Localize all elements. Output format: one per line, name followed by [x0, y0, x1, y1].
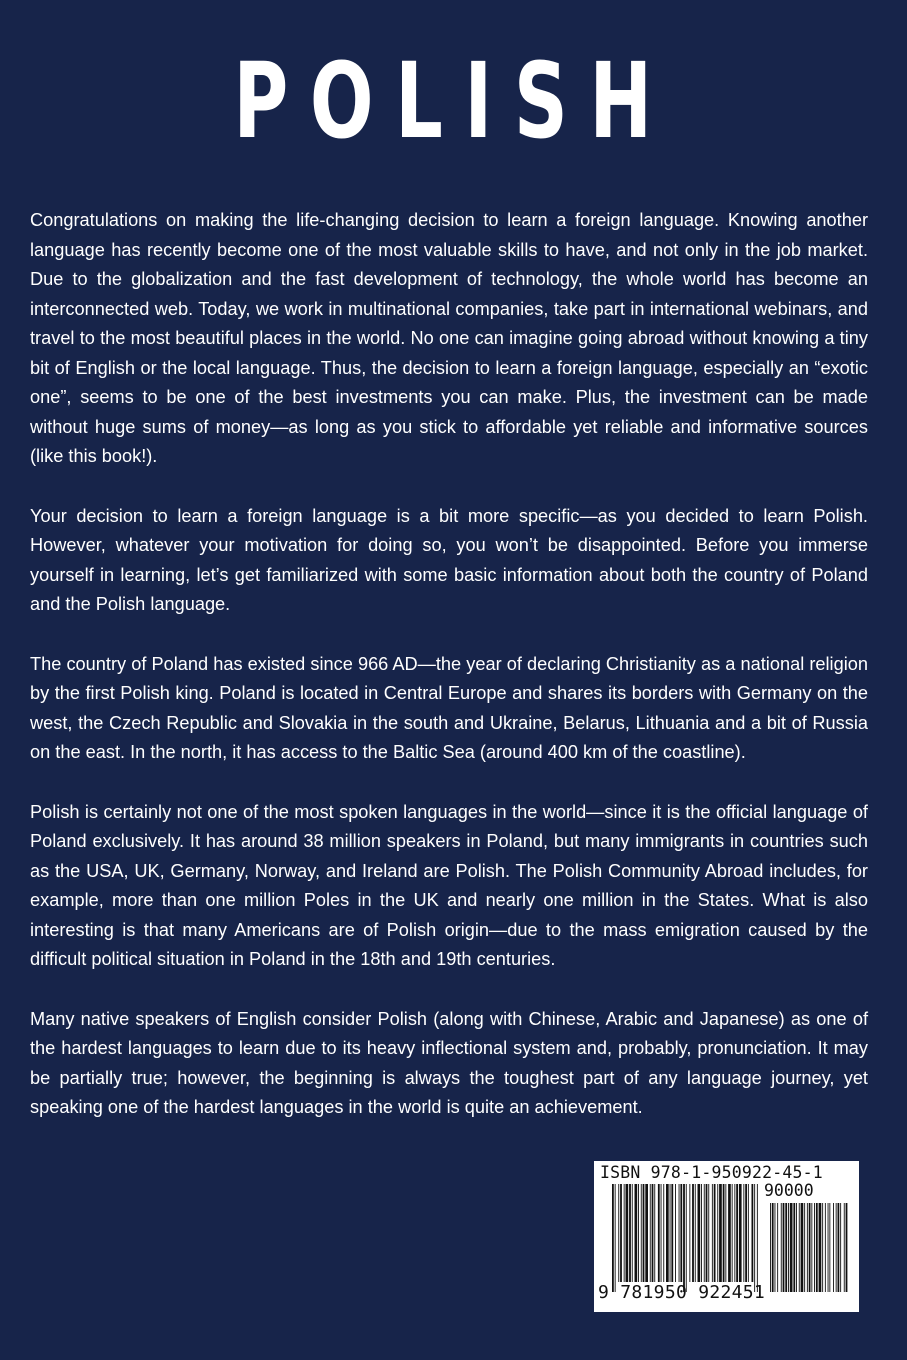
barcode-bar: [632, 1184, 633, 1282]
barcode-bar: [612, 1184, 614, 1292]
barcode-addon-bar: [811, 1203, 812, 1292]
barcode-bar: [679, 1184, 680, 1282]
barcode-bar: [615, 1184, 616, 1292]
barcode-bar: [638, 1184, 639, 1282]
barcode-bar: [658, 1184, 660, 1282]
barcode-bar: [663, 1184, 664, 1282]
barcode-bar: [618, 1184, 619, 1282]
blurb-paragraph-1: Congratulations on making the life-changing decision to learn a foreign language. Knowing another language has recently become one of the most valuable skills to have, and not only in the job market. Due to the globalization and the fast development of technology, the whole world has become an interconnected web. Today, we work in multinational companies, take part in international webinars, and travel to the most beautiful places in the world. No one can imagine going abroad without knowing a tiny bit of English or the local language. Thus, the decision to learn a foreign language, especially an “exotic one”, seems to be one of the best investments you can make. Plus, the investment can be made without huge sums of money—as long as you stick to affordable yet reliable and informative sources (like this book!).: [30, 210, 868, 466]
barcode-addon-bar: [822, 1203, 823, 1292]
barcode-bar: [680, 1184, 682, 1282]
barcode-addon-bar: [825, 1203, 826, 1292]
barcode-addon-bar: [796, 1203, 797, 1292]
barcode-bar: [689, 1184, 690, 1282]
barcode-bar: [624, 1184, 625, 1282]
barcode-bar: [635, 1184, 638, 1282]
barcode-bar: [719, 1184, 722, 1282]
barcode-bar: [670, 1184, 671, 1282]
blurb-paragraph-2: Your decision to learn a foreign language is a bit more specific—as you decided to learn Polish. However, whatever your motivation for doing so, you won’t be disappointed. Before you immerse yourself in learning, let’s get familiarized with some basic information about both the country of Poland and the Polish language.: [30, 505, 868, 614]
barcode-bar: [732, 1184, 733, 1282]
barcode-bar: [626, 1184, 629, 1282]
barcode-addon-bar: [777, 1203, 778, 1292]
barcode-addon-bar: [781, 1203, 782, 1292]
barcode-bar: [701, 1184, 702, 1282]
barcode-addon-bar: [770, 1203, 771, 1292]
barcode-addon-bar: [775, 1203, 776, 1292]
barcode-addon-bar: [836, 1203, 837, 1292]
barcode-bar: [692, 1184, 694, 1282]
barcode-bar: [643, 1184, 645, 1282]
blurb-text: [30, 206, 868, 1153]
barcode-bar: [743, 1184, 744, 1282]
barcode-bar: [698, 1184, 701, 1282]
barcode-bar: [683, 1184, 685, 1292]
blurb-paragraph-3: The country of Poland has existed since 966 AD—the year of declaring Christianity as a national religion by the first Polish king. Poland is located in Central Europe and shares its borders with Germany on the west, the Czech Republic and Slovakia in the south and Ukraine, Belarus, Lithuania and a bit of Russia on the east. In the north, it has access to the Baltic Sea (around 400 km of the coastline).: [30, 653, 868, 762]
barcode-addon-bar: [846, 1203, 848, 1292]
barcode-bar: [671, 1184, 673, 1282]
barcode-bar: [675, 1184, 676, 1282]
book-title: POLISH: [233, 40, 674, 162]
blurb-paragraph-5: Many native speakers of English consider Polish (along with Chinese, Arabic and Japanese) as one of the hardest languages to learn due to its heavy inflectional system and, probably, pronunciation. It may be partially true; however, the beginning is always the toughest part of any language journey, yet speaking one of the hardest languages in the world is quite an achievement.: [30, 1008, 868, 1117]
barcode-bar: [654, 1184, 655, 1282]
barcode-bar: [723, 1184, 725, 1282]
barcode-addon-bar: [790, 1203, 793, 1292]
barcode-addon-bar: [840, 1203, 841, 1292]
barcode-bar: [686, 1184, 687, 1292]
isbn-number: ISBN 978-1-950922-45-1: [600, 1163, 823, 1182]
barcode-bar: [725, 1184, 726, 1282]
barcode-addon-bar: [829, 1203, 830, 1292]
barcode-addon-bar: [788, 1203, 789, 1292]
barcode-bar: [708, 1184, 709, 1282]
barcode-addon-bar: [816, 1203, 818, 1292]
barcode-bar: [629, 1184, 631, 1282]
barcode-bar: [757, 1184, 758, 1292]
barcode-addon-bar: [819, 1203, 822, 1292]
barcode-addon-bar: [772, 1203, 774, 1292]
barcode-bar: [645, 1184, 648, 1282]
barcode-bar: [734, 1184, 735, 1282]
barcode-addon-bar: [801, 1203, 804, 1292]
barcode-bar: [652, 1184, 654, 1282]
barcode-addon-bar: [783, 1203, 785, 1292]
barcode-addon-bar: [828, 1203, 829, 1292]
barcode-bar: [666, 1184, 669, 1282]
barcode-addon-bar: [809, 1203, 811, 1292]
barcode-bar: [695, 1184, 696, 1282]
price-code: 90000: [764, 1181, 814, 1200]
barcode-bar: [728, 1184, 731, 1282]
barcode-bar: [748, 1184, 749, 1282]
barcode-bar: [712, 1184, 713, 1282]
barcode-addon-bar: [804, 1203, 805, 1292]
barcode-bar: [704, 1184, 705, 1282]
barcode-bar: [620, 1184, 622, 1282]
barcode-bar: [739, 1184, 742, 1282]
barcode-addon-bar: [844, 1203, 845, 1292]
barcode-bar: [754, 1184, 755, 1292]
barcode-bar: [661, 1184, 662, 1282]
barcode-addon-bar: [799, 1203, 800, 1292]
barcode-bar: [736, 1184, 738, 1282]
barcode-addon-bar: [807, 1203, 808, 1292]
barcode-bar: [714, 1184, 716, 1282]
barcode-addon-bar: [838, 1203, 840, 1292]
barcode-bar: [745, 1184, 747, 1282]
isbn-barcode: [594, 1161, 859, 1312]
barcode-addon-bar: [793, 1203, 795, 1292]
barcode-addon-bar: [814, 1203, 815, 1292]
ean-digits: 9 781950 922451: [598, 1282, 766, 1303]
barcode-bar: [641, 1184, 642, 1282]
barcode-addon-bar: [785, 1203, 787, 1292]
barcode-addon-bar: [833, 1203, 834, 1292]
barcode-bar: [706, 1184, 708, 1282]
barcode-bar: [717, 1184, 718, 1282]
barcode-bar: [752, 1184, 754, 1282]
barcode-bar: [650, 1184, 651, 1282]
blurb-paragraph-4: Polish is certainly not one of the most spoken languages in the world—since it is the official language of Poland exclusively. It has around 38 million speakers in Poland, but many immigrants in countries such as the USA, UK, Germany, Norway, and Ireland are Polish. The Polish Community Abroad includes, for example, more than one million Poles in the UK and nearly one million in the States. What is also interesting is that many Americans are of Polish origin—due to the mass emigration caused by the difficult political situation in Poland in the 18th and 19th centuries.: [30, 801, 868, 969]
